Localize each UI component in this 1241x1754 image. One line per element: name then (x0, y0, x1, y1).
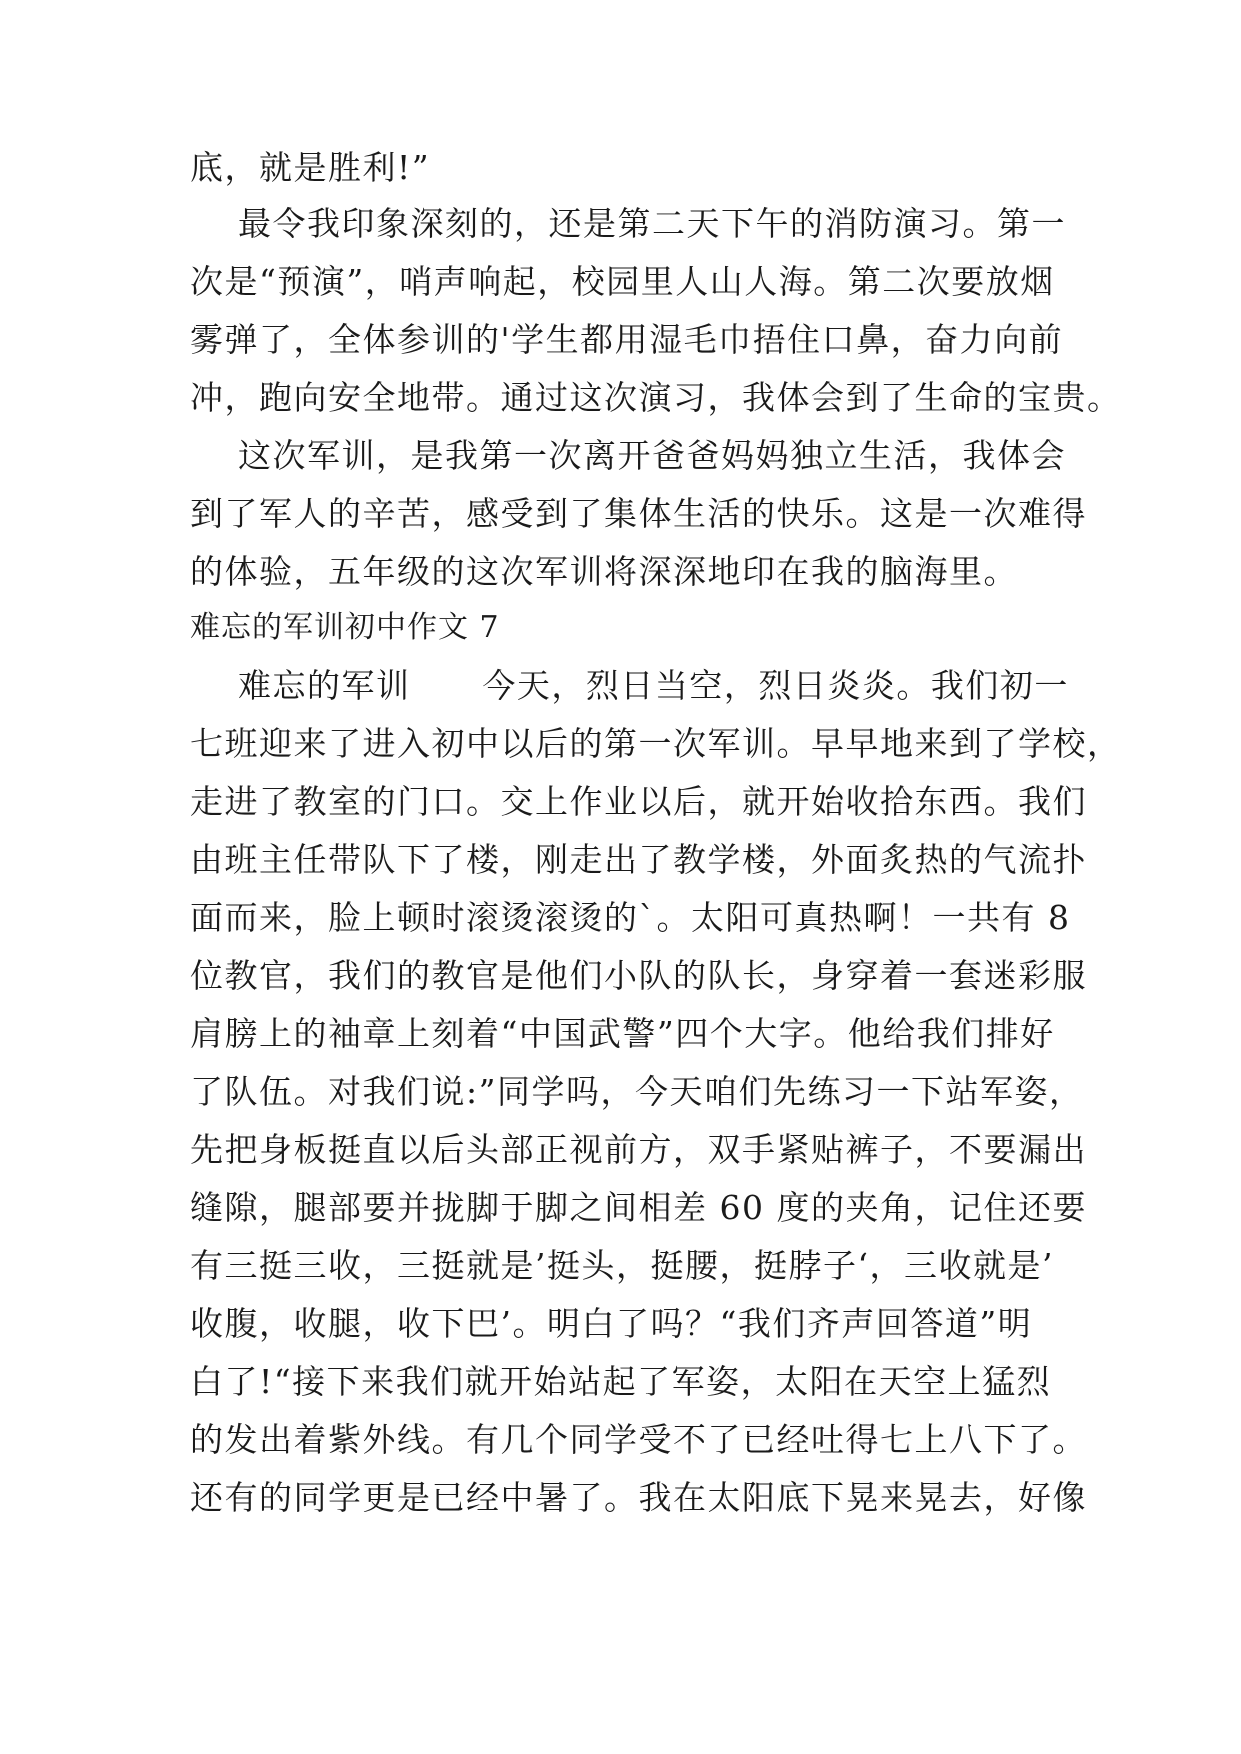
text-line: 先把身板挺直以后头部正视前方，双手紧贴裤子，不要漏出 (190, 1130, 1087, 1169)
text-line: 七班迎来了进入初中以后的第一次军训。早早地来到了学校， (190, 724, 1122, 763)
text-line: 有三挺三收，三挺就是’挺头，挺腰，挺脖子‘，三收就是’ (190, 1246, 1054, 1285)
section-heading: 难忘的军训初中作文 7 (190, 610, 500, 645)
text-line: 这次军训，是我第一次离开爸爸妈妈独立生活，我体会 (190, 436, 1066, 475)
text-line: 的发出着紫外线。有几个同学受不了已经吐得七上八下了。 (190, 1420, 1087, 1459)
text-line: 雾弹了，全体参训的'学生都用湿毛巾捂住口鼻，奋力向前 (190, 320, 1064, 359)
text-line: 了队伍。对我们说:”同学吗，今天咱们先练习一下站军姿， (190, 1072, 1084, 1111)
text-line: 由班主任带队下了楼，刚走出了教学楼，外面炙热的气流扑 (190, 840, 1087, 879)
text-line: 底，就是胜利!” (190, 148, 431, 187)
text-line: 肩膀上的袖章上刻着“中国武警”四个大字。他给我们排好 (190, 1014, 1055, 1053)
text-line: 冲，跑向安全地带。通过这次演习，我体会到了生命的宝贵。 (190, 378, 1122, 417)
text-line: 难忘的军训 今天，烈日当空，烈日炎炎。我们初一 (190, 666, 1069, 705)
text-line: 走进了教室的门口。交上作业以后，就开始收拾东西。我们 (190, 782, 1087, 821)
text-line: 缝隙，腿部要并拢脚于脚之间相差 60 度的夹角，记住还要 (190, 1188, 1087, 1227)
text-line: 的体验，五年级的这次军训将深深地印在我的脑海里。 (190, 552, 1018, 591)
text-line: 到了军人的辛苦，感受到了集体生活的快乐。这是一次难得 (190, 494, 1087, 533)
text-line: 白了!“接下来我们就开始站起了军姿，太阳在天空上猛烈 (190, 1362, 1052, 1401)
text-line: 收腹，收腿，收下巴’。明白了吗？“我们齐声回答道”明 (190, 1304, 1033, 1343)
text-line: 位教官，我们的教官是他们小队的队长，身穿着一套迷彩服 (190, 956, 1087, 995)
text-line: 最令我印象深刻的，还是第二天下午的消防演习。第一 (190, 204, 1066, 243)
text-line: 次是“预演”，哨声响起，校园里人山人海。第二次要放烟 (190, 262, 1055, 301)
text-line: 面而来，脸上顿时滚烫滚烫的`。太阳可真热啊！一共有 8 (190, 898, 1071, 937)
text-line: 还有的同学更是已经中暑了。我在太阳底下晃来晃去，好像 (190, 1478, 1087, 1517)
